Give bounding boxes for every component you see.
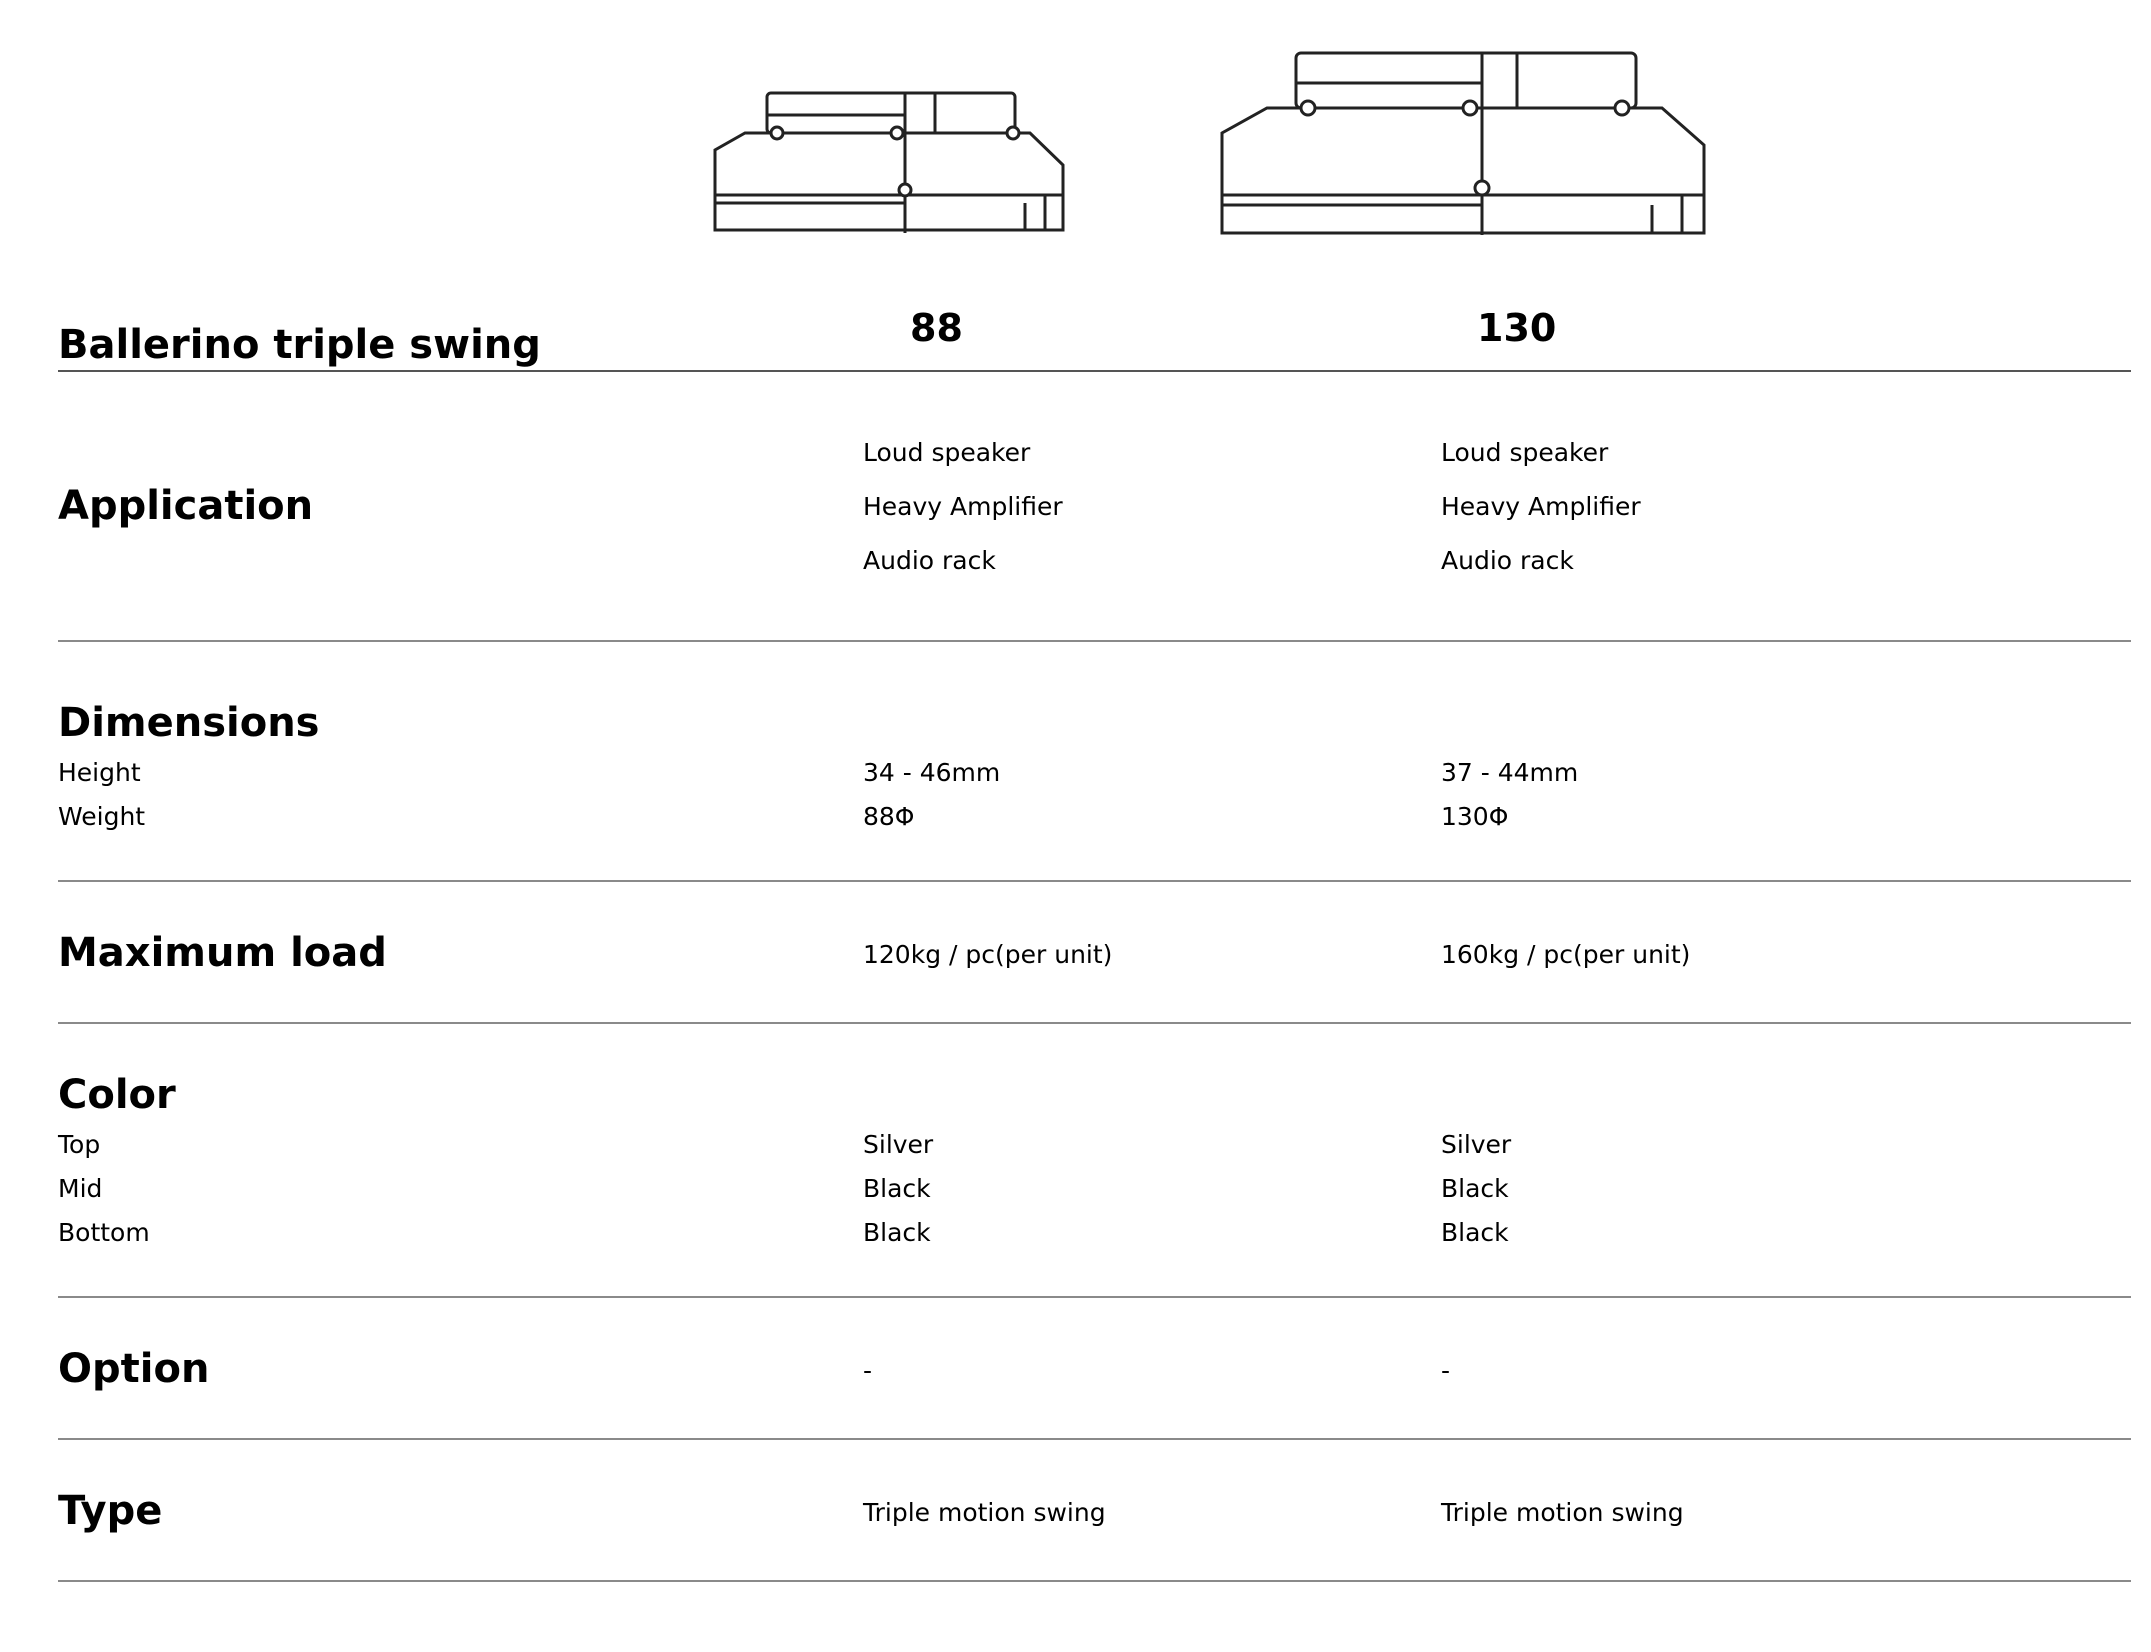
section-divider <box>58 1296 2131 1298</box>
type-88-value: Triple motion swing <box>863 1498 1106 1527</box>
max-load-88-value: 120kg / pc(per unit) <box>863 940 1113 969</box>
model-88-header: 88 <box>910 306 963 350</box>
color-row-label: Mid <box>58 1174 103 1203</box>
application-88-item: Audio rack <box>863 546 996 575</box>
type-label: Type <box>58 1488 163 1534</box>
application-88-item: Heavy Amplifier <box>863 492 1063 521</box>
color-130-value: Black <box>1441 1218 1509 1247</box>
section-divider <box>58 1438 2131 1440</box>
application-label: Application <box>58 483 314 529</box>
color-88-value: Silver <box>863 1130 934 1159</box>
option-label: Option <box>58 1346 210 1392</box>
option-88-value: - <box>863 1356 873 1385</box>
type-130-value: Triple motion swing <box>1441 1498 1684 1527</box>
dimension-88-value: 88Φ <box>863 802 915 831</box>
option-130-value: - <box>1441 1356 1451 1385</box>
section-divider <box>58 880 2131 882</box>
dimension-row-label: Weight <box>58 802 146 831</box>
section-divider <box>58 1022 2131 1024</box>
dimension-130-value: 130Φ <box>1441 802 1509 831</box>
color-130-value: Black <box>1441 1174 1509 1203</box>
product-drawing-130 <box>1212 45 1716 240</box>
max-load-label: Maximum load <box>58 930 387 976</box>
section-divider <box>58 1580 2131 1582</box>
model-130-header: 130 <box>1477 306 1557 350</box>
color-label: Color <box>58 1072 176 1118</box>
max-load-130-value: 160kg / pc(per unit) <box>1441 940 1691 969</box>
color-88-value: Black <box>863 1218 931 1247</box>
dimension-row-label: Height <box>58 758 141 787</box>
application-130-item: Loud speaker <box>1441 438 1609 467</box>
color-row-label: Top <box>58 1130 101 1159</box>
product-title: Ballerino triple swing <box>58 322 541 368</box>
color-row-label: Bottom <box>58 1218 150 1247</box>
application-88-item: Loud speaker <box>863 438 1031 467</box>
product-drawing-88 <box>705 85 1071 237</box>
application-130-item: Heavy Amplifier <box>1441 492 1641 521</box>
color-88-value: Black <box>863 1174 931 1203</box>
color-130-value: Silver <box>1441 1130 1512 1159</box>
section-divider <box>58 640 2131 642</box>
application-130-item: Audio rack <box>1441 546 1574 575</box>
dimension-88-value: 34 - 46mm <box>863 758 1001 787</box>
dimension-130-value: 37 - 44mm <box>1441 758 1579 787</box>
dimensions-label: Dimensions <box>58 700 320 746</box>
header-divider <box>58 370 2131 372</box>
